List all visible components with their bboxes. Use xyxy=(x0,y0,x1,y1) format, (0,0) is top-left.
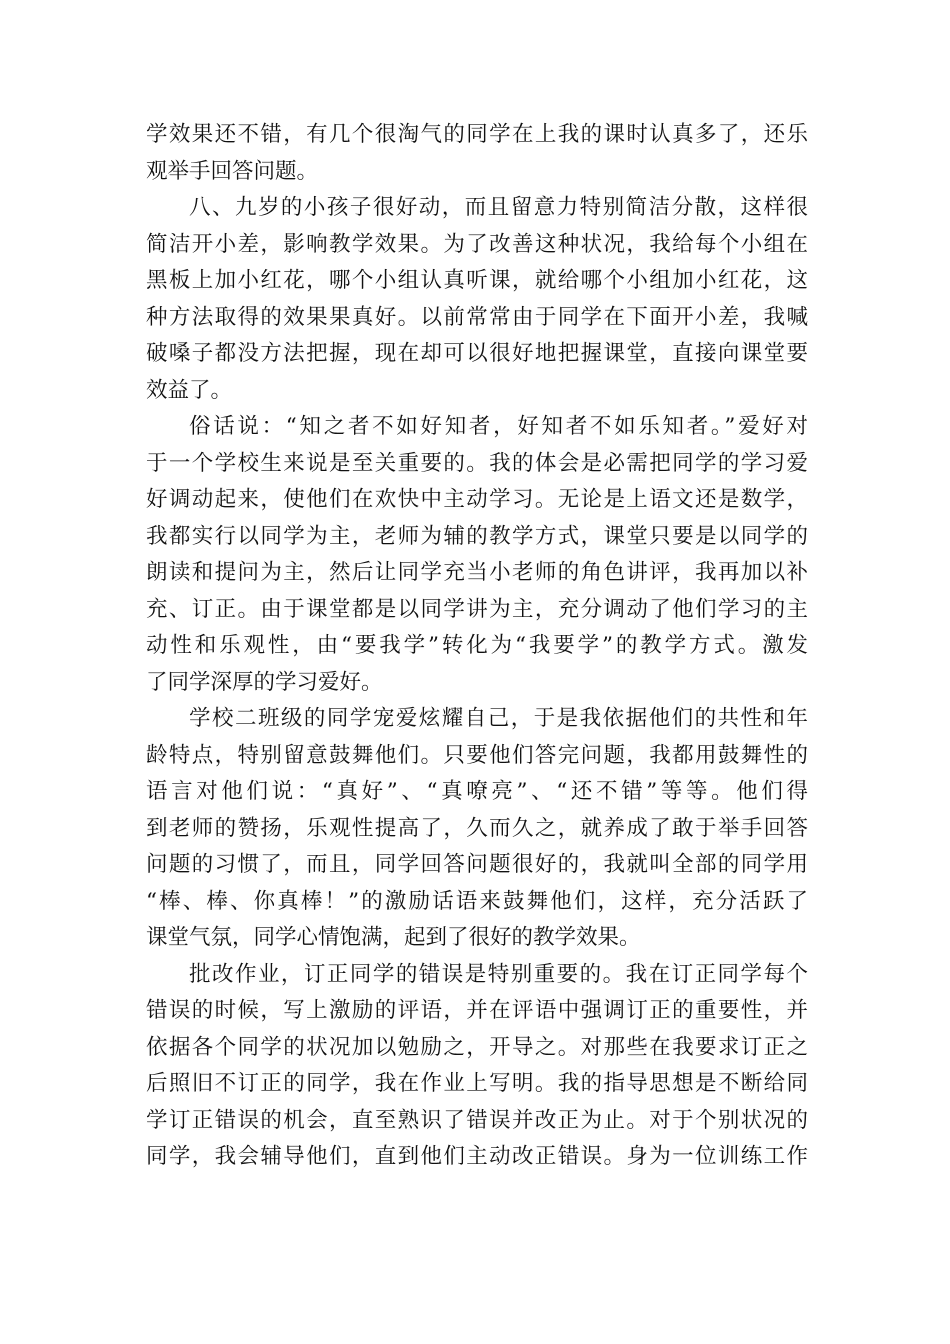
text-line: 语言对他们说：“真好”、“真嘹亮”、“还不错”等等。他们得 xyxy=(146,779,808,804)
text-line: 问题的习惯了，而且，同学回答问题很好的，我就叫全部的同学用 xyxy=(146,852,808,877)
text-line: 朗读和提问为主，然后让同学充当小老师的角色讲评，我再加以补 xyxy=(146,560,808,585)
document-body xyxy=(146,117,808,1176)
text-line: 到老师的赞扬，乐观性提高了，久而久之，就养成了敢于举手回答 xyxy=(146,815,808,841)
text-line: 种方法取得的效果果真好。以前常常由于同学在下面开小差，我喊 xyxy=(146,304,808,330)
paragraph xyxy=(146,957,808,1176)
text-line: 学校二班级的同学宠爱炫耀自己，于是我依据他们的共性和年 xyxy=(189,706,808,731)
text-line: 我都实行以同学为主，老师为辅的教学方式，课堂只要是以同学的 xyxy=(146,523,808,549)
text-line: 同学，我会辅导他们，直到他们主动改正错误。身为一位训练工作 xyxy=(146,1144,808,1169)
paragraph xyxy=(146,409,808,701)
text-line: 破嗓子都没方法把握，现在却可以很好地把握课堂，直接向课堂要 xyxy=(146,341,808,366)
text-line: 简洁开小差，影响教学效果。为了改善这种状况，我给每个小组在 xyxy=(146,231,808,257)
text-line: 动性和乐观性，由“要我学”转化为“我要学”的教学方式。激发 xyxy=(146,633,808,658)
text-line: 批改作业，订正同学的错误是特别重要的。我在订正同学每个 xyxy=(189,961,808,987)
text-line: 黑板上加小红花，哪个小组认真听课，就给哪个小组加小红花，这 xyxy=(146,268,808,293)
text-line: 充、订正。由于课堂都是以同学讲为主，充分调动了他们学习的主 xyxy=(146,596,808,622)
text-line: 了同学深厚的学习爱好。 xyxy=(146,669,383,695)
text-line: “棒、棒、你真棒！”的激励话语来鼓舞他们，这样，充分活跃了 xyxy=(146,888,808,914)
text-line: 于一个学校生来说是至关重要的。我的体会是必需把同学的学习爱 xyxy=(146,450,808,476)
paragraph xyxy=(146,701,808,957)
text-line: 错误的时候，写上激励的评语，并在评语中强调订正的重要性，并 xyxy=(146,998,808,1023)
text-line: 俗话说：“知之者不如好知者，好知者不如乐知者。”爱好对 xyxy=(189,414,808,439)
text-line: 课堂气氛，同学心情饱满，起到了很好的教学效果。 xyxy=(146,925,641,950)
paragraph xyxy=(146,190,808,409)
text-line: 后照旧不订正的同学，我在作业上写明。我的指导思想是不断给同 xyxy=(146,1071,808,1096)
text-line: 效益了。 xyxy=(146,377,233,403)
text-line: 学订正错误的机会，直至熟识了错误并改正为止。对于个别状况的 xyxy=(146,1107,808,1133)
text-line: 依据各个同学的状况加以勉励之，开导之。对那些在我要求订正之 xyxy=(146,1034,808,1060)
text-line: 八、九岁的小孩子很好动，而且留意力特别简洁分散，这样很 xyxy=(189,195,808,220)
paragraph xyxy=(146,117,808,190)
text-line: 好调动起来，使他们在欢快中主动学习。无论是上语文还是数学， xyxy=(146,487,808,512)
text-line: 学效果还不错，有几个很淘气的同学在上我的课时认真多了，还乐 xyxy=(146,122,808,147)
text-line: 龄特点，特别留意鼓舞他们。只要他们答完问题，我都用鼓舞性的 xyxy=(146,742,808,768)
text-line: 观举手回答问题。 xyxy=(146,158,319,184)
